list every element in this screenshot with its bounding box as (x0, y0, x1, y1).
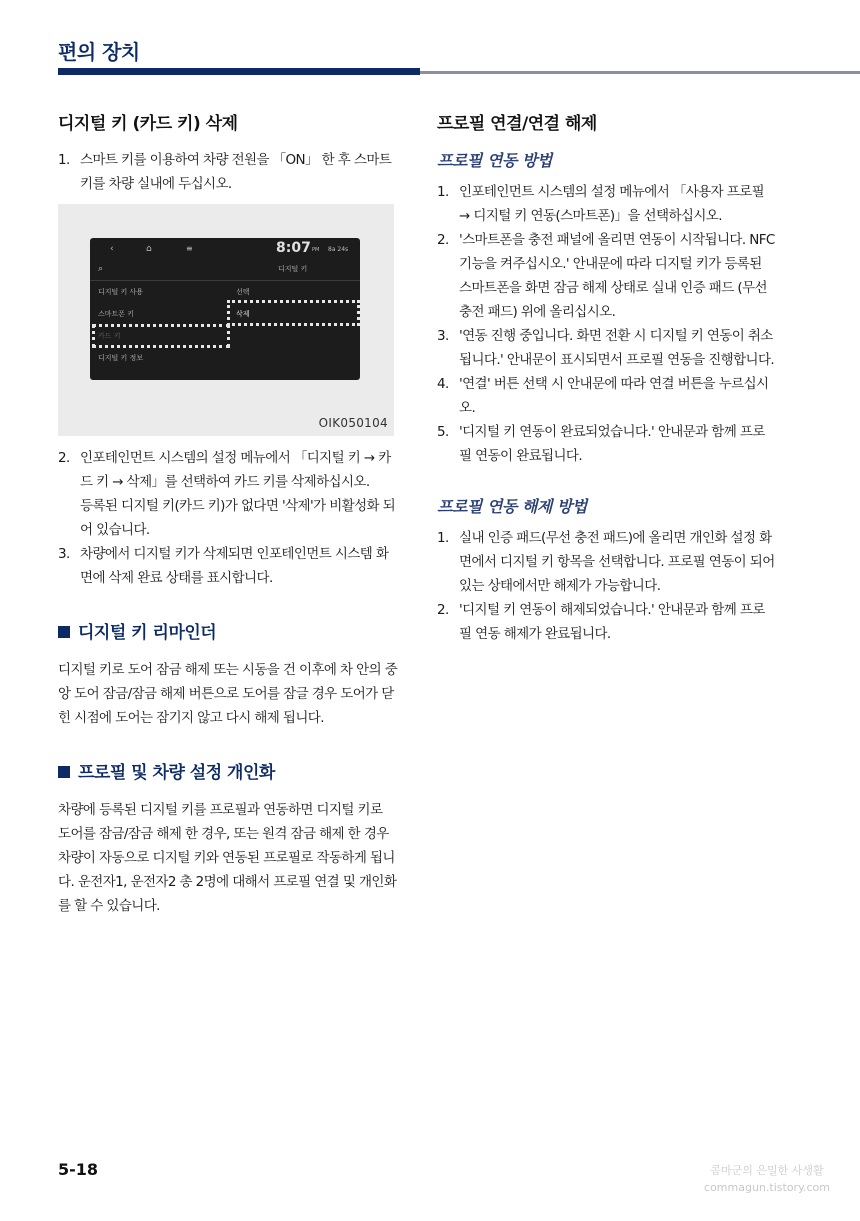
screen-row-label: 디지털 키 정보 (98, 354, 144, 362)
link-subtitle: 프로필 연동 방법 (437, 151, 552, 170)
figure-caption: OIK050104 (318, 416, 388, 430)
square-bullet-icon (58, 766, 70, 778)
step-number: 4. (437, 376, 449, 392)
delete-section-title: 디지털 키 (카드 키) 삭제 (58, 114, 238, 134)
list-item (437, 420, 777, 468)
screen-title-bar (90, 258, 360, 280)
personalize-paragraph: 차량에 등록된 디지털 키를 프로필과 연동하면 디지털 키로 도어를 잠금/잠금 해제 한 경우, 또는 원격 잠금 해제 한 경우 차량이 자동으로 디지털 키와 연동된 프로필로 작동하게 됩니다. 운전자1, 운전자2 총 2명에 대해서 프로필 연결 및 개인화를 할 수 있습니다. (58, 802, 397, 914)
highlight-delete-box (227, 300, 360, 326)
list-item (437, 598, 777, 646)
step-text: 차량에서 디지털 키가 삭제되면 인포테인먼트 시스템 화면에 삭제 완료 상태를 표시합니다. (80, 546, 389, 586)
personalize-heading-text: 프로필 및 차량 설정 개인화 (78, 763, 275, 783)
step-number: 1. (437, 184, 449, 200)
list-item (58, 148, 398, 196)
highlight-card-key-box (92, 324, 230, 348)
step-number: 2. (437, 232, 449, 248)
step-note: 등록된 디지털 키(카드 키)가 없다면 '삭제'가 비활성화 되어 있습니다. (80, 498, 396, 538)
step-text: 인포테인먼트 시스템의 설정 메뉴에서 「디지털 키 → 카드 키 → 삭제」를 선택하여 카드 키를 삭제하십시오. (80, 450, 391, 490)
page-number: 5-18 (58, 1160, 99, 1179)
step-number: 2. (437, 602, 449, 618)
step-number: 1. (437, 530, 449, 546)
screen-ampm: PM (312, 247, 320, 253)
list-item (58, 446, 398, 542)
watermark-line: commagun.tistory.com (704, 1181, 830, 1194)
profile-section-title: 프로필 연결/연결 해제 (437, 114, 597, 134)
screen-row (90, 347, 360, 369)
step-number: 3. (58, 546, 70, 562)
step-text: 스마트 키를 이용하여 차량 전원을 「ON」 한 후 스마트 키를 차량 실내에 두십시오. (80, 152, 392, 192)
link-steps-list (437, 180, 777, 468)
step-number: 3. (437, 328, 449, 344)
step-text: '연결' 버튼 선택 시 안내문에 따라 연결 버튼을 누르십시오. (459, 376, 769, 416)
list-item (437, 180, 777, 228)
infotainment-screen (90, 238, 360, 380)
reminder-heading (58, 620, 398, 646)
step-number: 5. (437, 424, 449, 440)
list-item (437, 526, 777, 598)
reminder-heading-text: 디지털 키 리마인더 (78, 623, 217, 643)
step-text: 실내 인증 패드(무선 충전 패드)에 올리면 개인화 설정 화면에서 디지털 키 항목을 선택합니다. 프로필 연동이 되어 있는 상태에서만 해제가 가능합니다. (459, 530, 775, 594)
search-icon: ⌕ (98, 264, 104, 274)
menu-icon: ≡ (186, 244, 193, 253)
right-column (437, 110, 777, 646)
screen-status-bar (90, 238, 360, 260)
unlink-subtitle: 프로필 연동 해제 방법 (437, 497, 587, 516)
section-header-title: 편의 장치 (58, 40, 140, 64)
delete-steps-list-continued (58, 446, 398, 590)
step-text: '스마트폰을 충전 패널에 올리면 연동이 시작됩니다. NFC 기능을 켜주십시오.' 안내문에 따라 디지털 키가 등록된 스마트폰을 화면 잠금 해제 상태로 실내 인증 패드 (무선 충전 패드) 위에 올리십시오. (459, 232, 775, 320)
watermark-line: 콤마군의 은밀한 사생활 (710, 1164, 824, 1177)
screen-title: 디지털 키 (278, 265, 308, 273)
infotainment-screenshot-figure (58, 204, 394, 436)
screen-right-item: 삭제 (236, 310, 250, 318)
header-rule-gray (420, 71, 860, 74)
header-rule-dark (58, 68, 420, 75)
list-item (437, 372, 777, 420)
step-number: 1. (58, 152, 70, 168)
screen-row-label: 스마트폰 키 (98, 310, 135, 318)
square-bullet-icon (58, 626, 70, 638)
unlink-steps-list (437, 526, 777, 646)
step-number: 2. (58, 450, 70, 466)
step-text: 인포테인먼트 시스템의 설정 메뉴에서 「사용자 프로필 → 디지털 키 연동(스마트폰)」을 선택하십시오. (459, 184, 765, 224)
list-item (58, 542, 398, 590)
list-item (437, 324, 777, 372)
screen-row-label: 디지털 키 사용 (98, 288, 144, 296)
screen-row-label: 카드 키 (98, 332, 121, 340)
reminder-paragraph: 디지털 키로 도어 잠금 해제 또는 시동을 건 이후에 차 안의 중앙 도어 잠금/잠금 해제 버튼으로 도어를 잠글 경우 도어가 닫힌 시점에 도어는 잠기지 않고 다시 해제 됩니다. (58, 662, 398, 726)
screen-right-item: 선택 (236, 288, 250, 296)
back-icon: ‹ (110, 244, 114, 254)
watermark (704, 1162, 830, 1196)
step-text: '연동 진행 중입니다. 화면 전환 시 디지털 키 연동이 취소됩니다.' 안내문이 표시되면서 프로필 연동을 진행합니다. (459, 328, 775, 368)
delete-steps-list (58, 148, 398, 196)
step-text: '디지털 키 연동이 해제되었습니다.' 안내문과 함께 프로필 연동 해제가 완료됩니다. (459, 602, 765, 642)
screen-clock: 8:07 (276, 240, 311, 256)
home-icon: ⌂ (146, 244, 152, 254)
left-column (58, 110, 398, 918)
list-item (437, 228, 777, 324)
personalize-heading (58, 760, 398, 786)
screen-status-text: 8a 24s (328, 246, 349, 253)
step-text: '디지털 키 연동이 완료되었습니다.' 안내문과 함께 프로필 연동이 완료됩니다. (459, 424, 765, 464)
